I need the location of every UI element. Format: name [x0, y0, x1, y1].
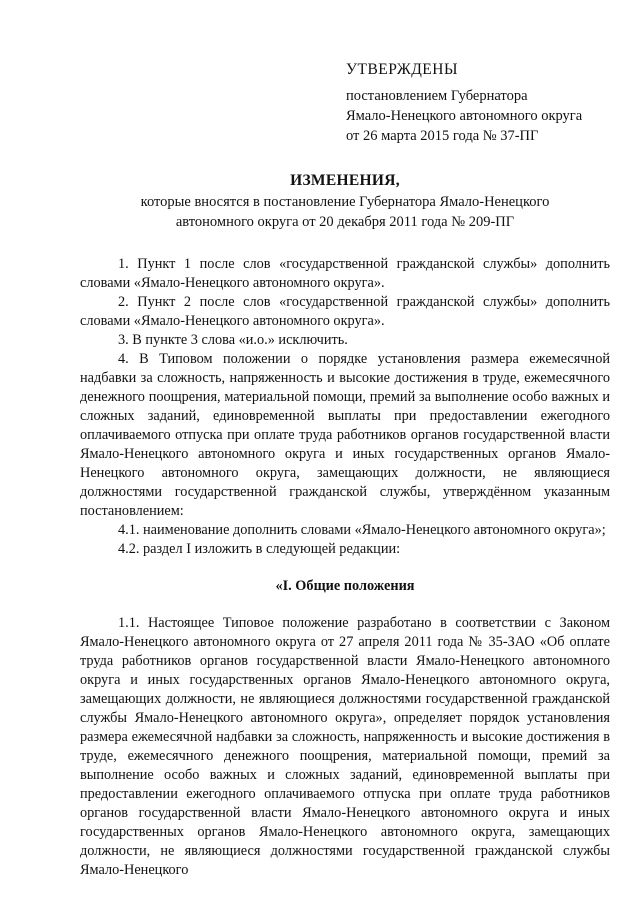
document-subtitle-line: которые вносятся в постановление Губернатора Ямало-Ненецкого	[140, 194, 550, 210]
paragraph-1: 1. Пункт 1 после слов «государственной гражданской службы» дополнить словами «Ямало-Ненецкого автономного округа».	[80, 256, 610, 291]
section-paragraph-1-1: 1.1. Настоящее Типовое положение разработано в соответствии с Законом Ямало-Ненецкого автономного округа от 27 апреля 2011 года № 35-ЗАО «Об оплате труда работников органов государственной власти Ямало-Ненецкого автономного округа и иных государственных органов Ямало-Ненецкого автономного округа, замещающих должности, не являющиеся должностями государственной гражданской службы Ямало-Ненецкого автономного округа», определяет порядок установления размера ежемесячной надбавки за сложность, напряженность и высокие достижения в труде, ежемесячного денежного поощрения, материальной помощи, премий за выполнение особо важных и сложных заданий, единовременной выплаты при предоставлении ежегодного оплачиваемого отпуска при оплате труда работников органов государственной власти Ямало-Ненецкого автономного округа и иных государственных органов Ямало-Ненецкого автономного округа, замещающих должности, не являющиеся должностями государственной гражданской службы Ямало-Ненецкого	[80, 615, 610, 878]
paragraph-4-2: 4.2. раздел I изложить в следующей редакции:	[118, 541, 401, 557]
section-heading: «I. Общие положения	[275, 578, 415, 594]
title-block	[80, 171, 610, 232]
document-title: ИЗМЕНЕНИЯ,	[290, 172, 400, 189]
approval-line: от 26 марта 2015 года № 37-ПГ	[346, 128, 539, 144]
document-body	[80, 255, 610, 880]
approval-heading: УТВЕРЖДЕНЫ	[346, 61, 458, 78]
approval-block	[346, 60, 626, 146]
paragraph-2: 2. Пункт 2 после слов «государственной гражданской службы» дополнить словами «Ямало-Ненецкого автономного округа».	[80, 294, 610, 329]
approval-line: Ямало-Ненецкого автономного округа	[346, 108, 583, 124]
document-subtitle-line: автономного округа от 20 декабря 2011 года № 209-ПГ	[175, 214, 515, 230]
paragraph-3: 3. В пункте 3 слова «и.о.» исключить.	[118, 332, 348, 348]
approval-line: постановлением Губернатора	[346, 88, 528, 104]
paragraph-4: 4. В Типовом положении о порядке установления размера ежемесячной надбавки за сложность, напряженность и высокие достижения в труде, ежемесячного денежного поощрения, материальной помощи, премий за выполнение особо важных и сложных заданий, единовременной выплаты при предоставлении ежегодного оплачиваемого отпуска при оплате труда работников органов государственной власти Ямало-Ненецкого автономного округа и иных государственных органов Ямало-Ненецкого автономного округа, замещающих должности, не являющиеся должностями государственной гражданской службы, утверждённом указанным постановлением:	[80, 351, 610, 519]
paragraph-4-1: 4.1. наименование дополнить словами «Ямало-Ненецкого автономного округа»;	[118, 522, 606, 538]
